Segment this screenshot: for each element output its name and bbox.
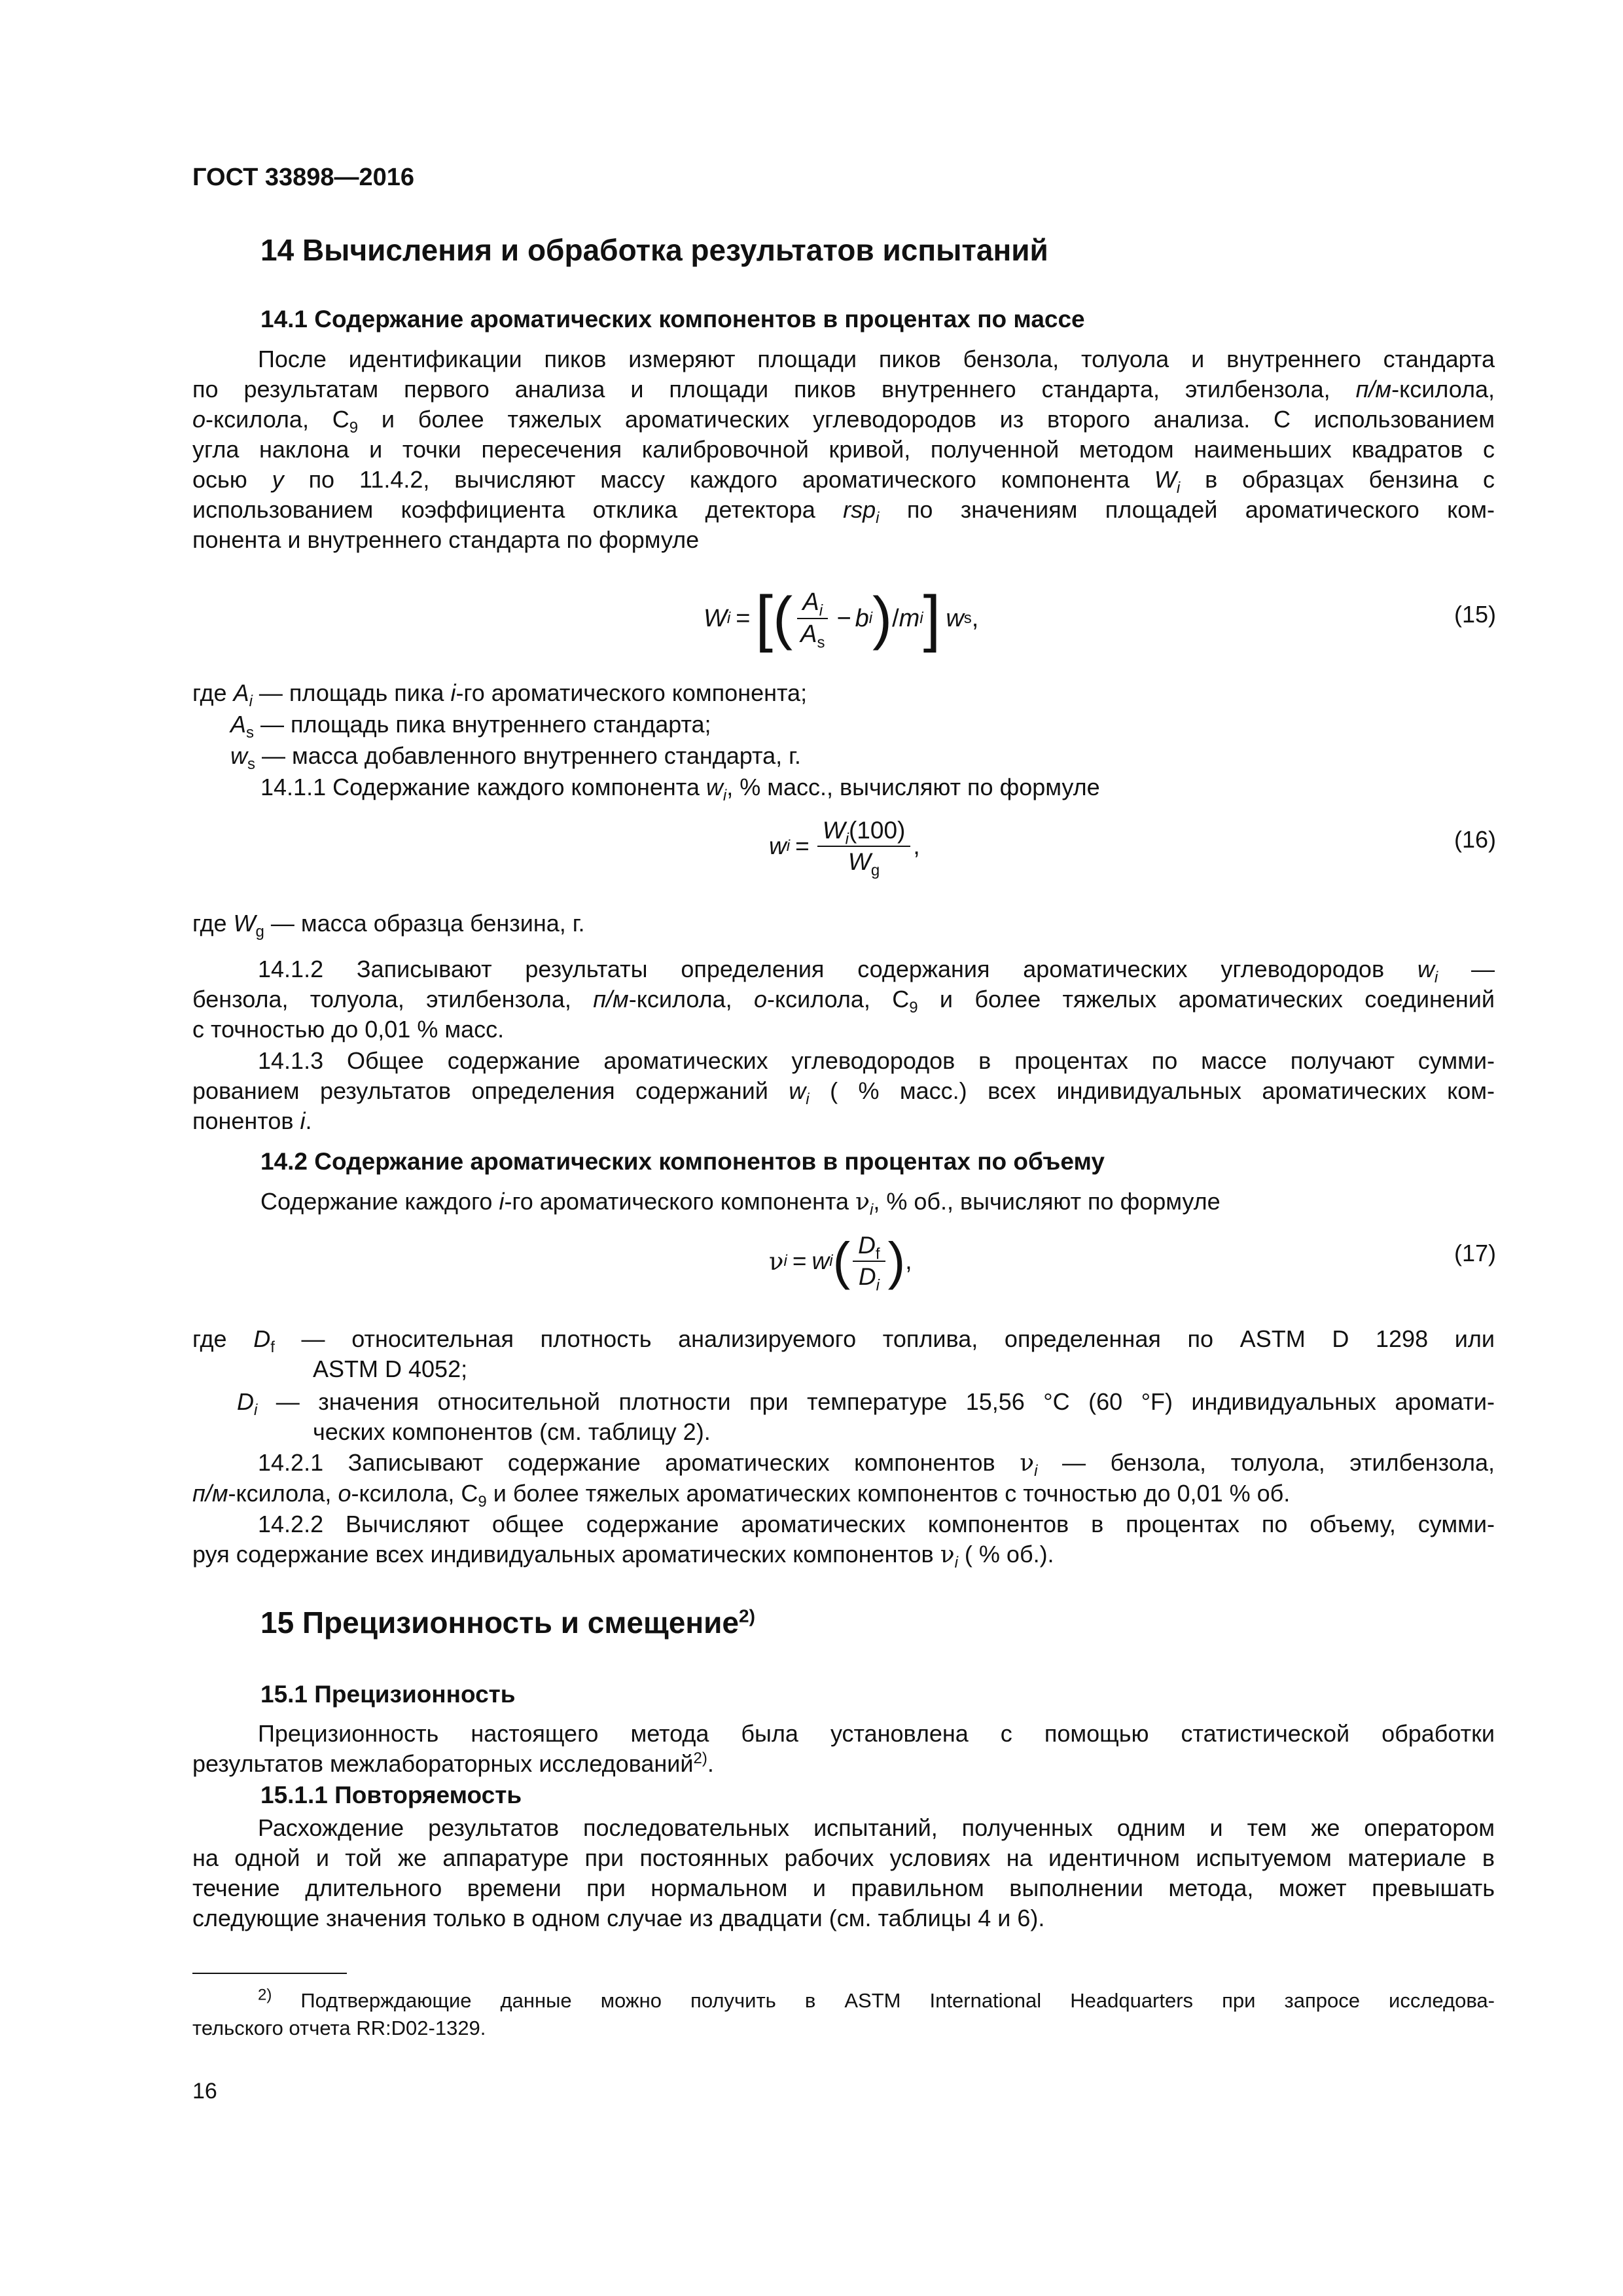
definition-ws <box>230 741 801 774</box>
text-run: — <box>1438 956 1495 982</box>
paragraph-14-1 <box>192 344 1495 555</box>
text-run: и более тяжелых ароматических компонентов с точностью до 0,01 % об. <box>486 1480 1291 1507</box>
def-subscript: i <box>254 1401 258 1420</box>
formula-fraction <box>817 817 911 880</box>
subscript: i <box>1034 1462 1038 1480</box>
definition-Wg <box>192 908 585 939</box>
formula-subscript: g <box>870 861 880 880</box>
text-line: Прецизионность настоящего метода была установлена с помощью статистической обработки <box>258 1720 1495 1747</box>
text-line: 14.2.2 Вычисляют общее содержание ароматических компонентов в процентах по объему, сумми- <box>258 1511 1495 1537</box>
formula-subscript: f <box>875 1245 880 1263</box>
section-14-2-title: 14.2 Содержание ароматических компонентов в процентах по объему <box>260 1148 1105 1175</box>
formula-symbol: A <box>800 620 817 648</box>
text-run: -ксилола, С <box>767 986 910 1013</box>
formula-subscript: i <box>868 609 873 627</box>
formula-symbol: w <box>769 833 787 859</box>
subscript: i <box>1176 479 1181 497</box>
footnote-text: тельского отчета RR:D02-1329. <box>192 2017 486 2039</box>
def-subscript: s <box>246 724 255 742</box>
formula-symbol: A <box>802 588 819 616</box>
def-symbol: w <box>230 742 247 769</box>
formula-fraction <box>853 1232 885 1295</box>
document-code: ГОСТ 33898—2016 <box>192 164 415 191</box>
text-run: по значениям площадей ароматического ком- <box>879 496 1495 523</box>
text-run: — бензола, толуола, этилбензола, <box>1037 1449 1495 1476</box>
text-run: бензола, толуола, этилбензола, <box>192 986 594 1013</box>
text-run: , % об., вычисляют по формуле <box>873 1188 1221 1215</box>
subscript: i <box>722 787 727 805</box>
text-run: -ксилола, <box>228 1480 338 1507</box>
formula-paren: ) <box>887 1232 906 1290</box>
def-text: ASTM D 4052; <box>313 1355 468 1382</box>
text-run: п/м <box>192 1480 228 1507</box>
text-run: у <box>272 466 284 493</box>
formula-subscript: i <box>829 1252 833 1270</box>
text-run: w <box>705 774 723 800</box>
text-run: ν <box>855 1189 870 1215</box>
text-run: w <box>1417 956 1435 982</box>
text-run: о <box>338 1480 351 1507</box>
subscript: i <box>806 1090 810 1109</box>
text-run: -го ароматического компонента <box>504 1188 856 1215</box>
text-run: 14.1.2 Записывают результаты определения содержания ароматических углеводородов <box>258 956 1418 982</box>
equation-number-17: (17) <box>1454 1240 1497 1266</box>
text-run: осью <box>192 466 272 493</box>
def-text: — значения относительной плотности при температуре 15,56 °С (60 °F) индивидуальных аромати- <box>257 1388 1495 1415</box>
def-text: — относительная плотность анализируемого топлива, определенная по ASTM D 1298 или <box>274 1325 1495 1352</box>
where-word: где <box>192 910 234 937</box>
def-symbol: W <box>233 910 256 937</box>
formula-symbol: W <box>822 817 846 844</box>
formula-paren: ( <box>773 586 793 651</box>
text-run: руя содержание всех индивидуальных ароматических компонентов <box>192 1541 940 1568</box>
text-run: и более тяжелых ароматических соединений <box>918 986 1495 1013</box>
equation-number-15: (15) <box>1454 601 1497 628</box>
text-run: результатов межлабораторных исследований <box>192 1750 694 1777</box>
subscript: 9 <box>478 1493 487 1511</box>
text-line: следующие значения только в одном случае из двадцати (см. таблицы 4 и 6). <box>192 1905 1045 1931</box>
text-run: рованием результатов определения содержаний <box>192 1077 789 1104</box>
formula-subscript: i <box>726 609 731 627</box>
text-line: 14.1.3 Общее содержание ароматических углеводородов в процентах по массе получают сумми- <box>258 1047 1495 1074</box>
def-subscript: f <box>270 1338 275 1357</box>
definition-Di <box>237 1387 1495 1447</box>
def-text: — масса добавленного внутреннего стандарта, г. <box>255 742 801 769</box>
def-text: — площадь пика внутреннего стандарта; <box>254 711 711 738</box>
text-run: о <box>192 406 206 433</box>
text-line: Расхождение результатов последовательных испытаний, полученных одним и тем же оператором <box>258 1814 1495 1841</box>
def-symbol: A <box>230 711 247 738</box>
formula-symbol: b <box>855 604 869 632</box>
paragraph-14-2-2 <box>192 1509 1495 1570</box>
text-run: ( % об.). <box>957 1541 1054 1568</box>
text-run: по результатам первого анализа и площади пиков внутреннего стандарта, этилбензола, <box>192 376 1356 403</box>
paragraph-15-1 <box>192 1719 1495 1779</box>
text-run: использованием коэффициента отклика детектора <box>192 496 844 523</box>
paragraph-15-1-1 <box>192 1813 1495 1933</box>
paragraph-14-1-2 <box>192 954 1495 1045</box>
section-15-1-title: 15.1 Прецизионность <box>260 1681 516 1708</box>
text-run: -ксилола, <box>1391 376 1495 403</box>
where-word: где <box>192 679 227 706</box>
formula-symbol: W <box>704 604 727 632</box>
formula-symbol: w <box>946 604 964 632</box>
formula-bracket: [ <box>755 583 774 653</box>
formula-symbol: D <box>858 1263 876 1290</box>
text-run: по 11.4.2, вычисляют массу каждого ароматического компонента <box>283 466 1154 493</box>
formula-symbol: w <box>812 1247 830 1274</box>
def-var: i <box>450 679 456 706</box>
formula-symbol: ν <box>769 1247 784 1276</box>
text-run: rsp <box>843 496 876 523</box>
formula-operator: = <box>736 604 751 632</box>
def-subscript: i <box>249 692 253 711</box>
text-run: 14.1.1 Содержание каждого компонента <box>260 774 706 800</box>
text-line: на одной и той же аппаратуре при постоянных рабочих условиях на идентичном испытуемом материале в <box>192 1844 1495 1871</box>
text-run: W <box>1154 466 1177 493</box>
text-line: угла наклона и точки пересечения калибровочной кривой, полученной методом наименьших квадратов с <box>192 436 1495 463</box>
footnote-divider <box>192 1973 347 1974</box>
formula-number: (100) <box>848 817 906 844</box>
subscript: i <box>876 509 880 528</box>
formula-subscript: s <box>817 634 825 652</box>
definition-As <box>230 709 711 740</box>
formula-operator: = <box>795 833 810 859</box>
text-run: 14.2.1 Записывают содержание ароматических компонентов <box>258 1449 1020 1476</box>
subscript: i <box>1434 969 1438 987</box>
formula-symbol: m <box>899 604 920 632</box>
formula-operator: / <box>892 604 899 632</box>
footnote-ref: 2) <box>693 1749 707 1767</box>
text-run: и более тяжелых ароматических углеводородов из второго анализа. С использованием <box>358 406 1495 433</box>
section-15-title-text: 15 Прецизионность и смещение <box>260 1605 740 1640</box>
text-run: w <box>789 1077 806 1104</box>
text-line: понента и внутреннего стандарта по формуле <box>192 526 700 553</box>
text-line: После идентификации пиков измеряют площади пиков бензола, толуола и внутреннего стандарта <box>258 346 1495 372</box>
formula-16 <box>769 814 920 879</box>
text-run: . <box>305 1107 312 1134</box>
text-run: в образцах бензина с <box>1180 466 1495 493</box>
def-subscript: g <box>255 923 264 941</box>
text-run: . <box>707 1750 714 1777</box>
formula-symbol: D <box>858 1232 876 1259</box>
def-symbol: D <box>253 1325 271 1352</box>
formula-bracket: ] <box>923 583 941 653</box>
formula-17 <box>769 1225 912 1297</box>
text-run: п/м <box>593 986 629 1013</box>
formula-fraction <box>795 588 830 652</box>
subscript: 9 <box>349 419 359 437</box>
where-word: где <box>192 1325 227 1352</box>
text-run: понентов <box>192 1107 300 1134</box>
def-text: — площадь пика <box>252 679 451 706</box>
footnote-text: Подтверждающие данные можно получить в ASTM International Headquarters при запросе исследова- <box>272 1989 1495 2012</box>
def-text: — масса образца бензина, г. <box>264 910 585 937</box>
def-symbol: A <box>233 679 249 706</box>
text-line: с точностью до 0,01 % масс. <box>192 1016 505 1043</box>
page-number: 16 <box>192 2079 217 2104</box>
formula-subscript: i <box>786 837 791 855</box>
text-run: -ксилола, <box>628 986 754 1013</box>
equation-number-16: (16) <box>1454 826 1497 853</box>
text-run: о <box>753 986 767 1013</box>
formula-punctuation: , <box>905 1247 912 1274</box>
definition-Df <box>192 1324 1495 1384</box>
text-run: ( % масс.) всех индивидуальных ароматических ком- <box>809 1077 1495 1104</box>
formula-punctuation: , <box>913 833 920 859</box>
subscript: i <box>869 1201 874 1219</box>
formula-15: W i = [ ( $\frac{A_i}{A_s}$ − b i ) / m i ] w s , <box>704 583 979 653</box>
text-run: п/м <box>1355 376 1392 403</box>
subscript: i <box>954 1554 958 1572</box>
footnote <box>192 1987 1495 2042</box>
formula-operator: − <box>836 604 851 632</box>
text-run: -ксилола, С <box>351 1480 478 1507</box>
text-line: течение длительного времени при нормальном и правильном выполнении метода, может превышать <box>192 1874 1495 1901</box>
formula-symbol: W <box>847 848 871 875</box>
text-run: , % масс., вычисляют по формуле <box>726 774 1100 800</box>
formula-subscript: i <box>819 601 823 620</box>
section-14-title: 14 Вычисления и обработка результатов испытаний <box>260 233 1048 267</box>
formula-subscript: i <box>783 1252 787 1270</box>
text-run: -ксилола, С <box>205 406 349 433</box>
section-14-1-title: 14.1 Содержание ароматических компонентов в процентах по массе <box>260 306 1085 332</box>
formula-paren: ) <box>872 586 893 651</box>
formula-subscript: i <box>876 1276 880 1295</box>
paragraph-14-2-1 <box>192 1448 1495 1509</box>
subscript: 9 <box>909 999 918 1017</box>
paragraph-14-1-3 <box>192 1046 1495 1136</box>
paragraph-14-2 <box>260 1187 1221 1217</box>
text-run: i <box>300 1107 306 1134</box>
formula-paren: ( <box>832 1232 851 1290</box>
section-15-title <box>260 1605 755 1640</box>
text-run: Содержание каждого <box>260 1188 499 1215</box>
formula-operator: = <box>792 1247 807 1274</box>
def-symbol: D <box>237 1388 254 1415</box>
def-text: -го ароматического компонента; <box>455 679 808 706</box>
def-subscript: s <box>247 755 255 774</box>
section-15-1-1-title: 15.1.1 Повторяемость <box>260 1782 522 1808</box>
text-run: ν <box>1020 1450 1035 1477</box>
text-run: ν <box>940 1541 955 1568</box>
text-run: i <box>499 1188 505 1215</box>
paragraph-14-1-1 <box>260 772 1100 805</box>
formula-subscript: i <box>845 830 849 848</box>
def-text: ческих компонентов (см. таблицу 2). <box>313 1418 711 1445</box>
footnote-mark: 2) <box>258 1986 272 2004</box>
footnote-ref: 2) <box>739 1605 755 1626</box>
definition-Ai <box>192 678 808 711</box>
formula-punctuation: , <box>971 604 979 632</box>
formula-subscript: i <box>919 609 923 627</box>
